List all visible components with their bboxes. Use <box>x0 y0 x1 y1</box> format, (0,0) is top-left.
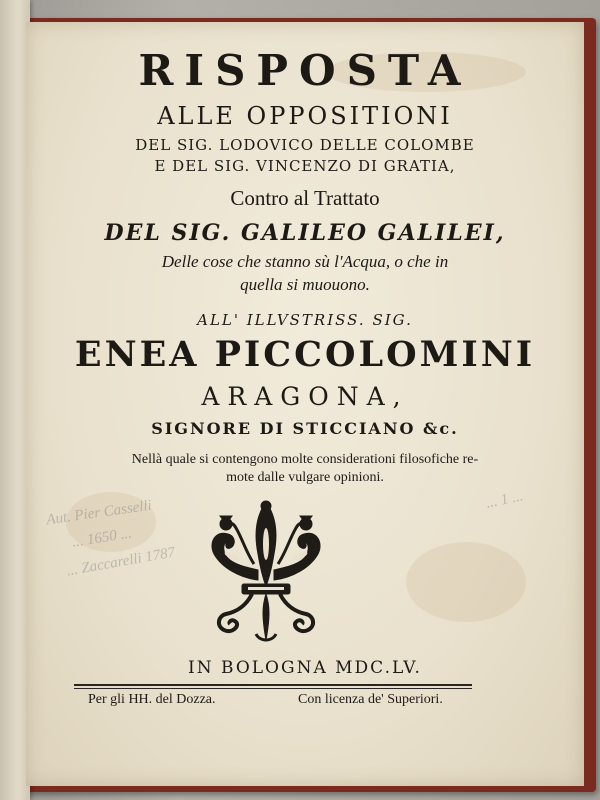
ghost-inscription-line: ... 1650 ... <box>71 525 133 551</box>
ghost-inscription-line: ... 1 ... <box>484 488 525 512</box>
dedicatee-house: ARAGONA, <box>201 382 409 411</box>
description-line-2: mote dalle vulgare opinioni. <box>226 470 384 485</box>
book-subtitle: ALLE OPPOSITIONI <box>157 102 453 130</box>
dedication-line: ALL' ILLVSTRISS. SIG. <box>197 311 413 329</box>
printers-rule <box>74 688 472 689</box>
treatise-line-1: Delle cose che stanno sù l'Acqua, o che in <box>161 252 449 271</box>
description-line-1: Nellà quale si contengono molte considerationi filosofiche re- <box>131 452 479 467</box>
ghost-inscription-line: ... Zaccarelli 1787 <box>65 544 177 580</box>
title-page <box>26 22 584 786</box>
imprint-line: IN BOLOGNA MDC.LV. <box>188 658 422 678</box>
paper-stain <box>406 542 526 622</box>
author-line: DEL SIG. GALILEO GALILEI, <box>104 220 506 246</box>
license-note: Con licenza de' Superiori. <box>298 692 443 707</box>
dedicatee-title: SIGNORE DI STICCIANO &c. <box>151 419 459 438</box>
florentine-lily-device-icon <box>196 494 336 649</box>
book-title: RISPOSTA <box>138 46 472 95</box>
contro-line: Contro al Trattato <box>230 186 380 210</box>
opponent-line-2: E DEL SIG. VINCENZO DI GRATIA, <box>154 157 456 175</box>
ghost-inscription-line: Aut. Pier Casselli <box>45 497 153 529</box>
opponent-line-1: DEL SIG. LODOVICO DELLE COLOMBE <box>135 136 475 154</box>
treatise-line-2: quella si muouono. <box>240 275 370 294</box>
printers-rule <box>74 684 472 686</box>
printer-credit: Per gli HH. del Dozza. <box>88 692 216 707</box>
dedicatee-name: ENEA PICCOLOMINI <box>74 334 536 375</box>
